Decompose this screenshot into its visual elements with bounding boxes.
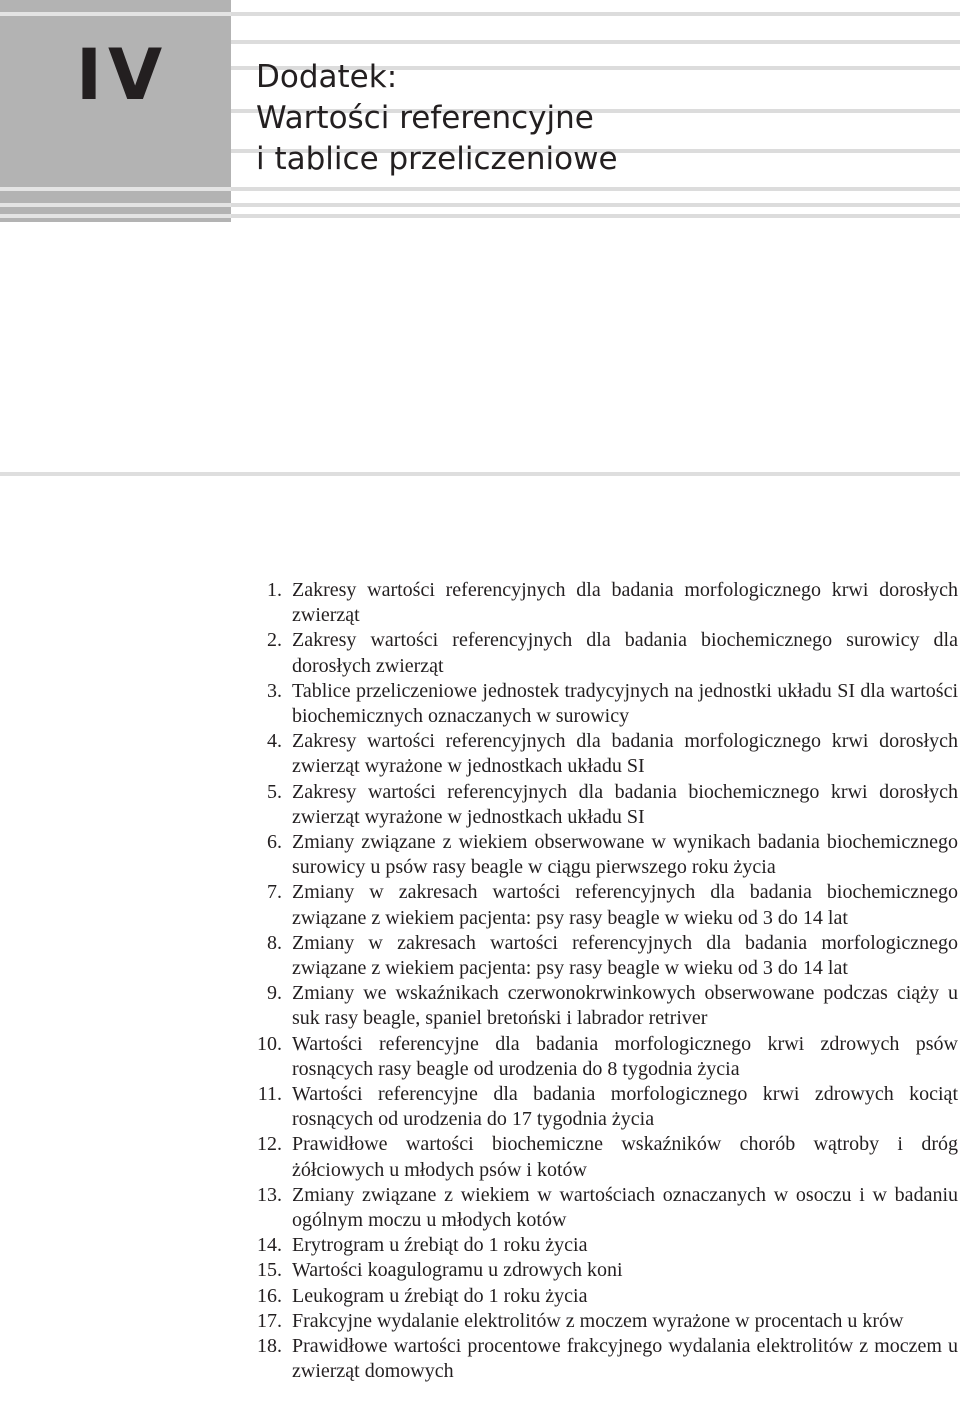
chapter-title: [256, 57, 618, 180]
chapter-title-line: Wartości referencyjne: [256, 100, 594, 136]
toc-item-text: Prawidłowe wartości procentowe frakcyjnego wydalania elektrolitów z moczem u zwierząt domowych: [292, 1335, 958, 1383]
toc-item-text: Zmiany związane z wiekiem obserwowane w wynikach badania biochemicznego surowicy u psów rasy beagle w ciągu pierwszego roku życia: [292, 831, 958, 879]
toc-item-number: 18.: [257, 1335, 282, 1358]
toc-item: [240, 578, 958, 628]
toc-item-number: 1.: [267, 579, 282, 601]
toc-item-number: 17.: [257, 1309, 282, 1332]
chapter-numeral: IV: [76, 34, 169, 116]
toc-item: [240, 931, 958, 981]
toc-item-text: Prawidłowe wartości biochemiczne wskaźników chorób wątroby i dróg żółciowych u młodych psów i kotów: [292, 1133, 958, 1181]
toc-item-text: Zakresy wartości referencyjnych dla badania morfologicznego krwi dorosłych zwierząt: [292, 579, 958, 627]
toc-item-number: 5.: [267, 780, 282, 803]
header-stripe: [231, 40, 960, 44]
toc-item: [240, 830, 958, 880]
toc-item-text: Zakresy wartości referencyjnych dla badania biochemicznego surowicy dla dorosłych zwierząt: [292, 629, 958, 677]
toc-item: [240, 1082, 958, 1132]
toc-item-text: Wartości koagulogramu u zdrowych koni: [292, 1259, 623, 1282]
toc-item-text: Zakresy wartości referencyjnych dla badania morfologicznego krwi dorosłych zwierząt wyrażone w jednostkach układu SI: [292, 730, 958, 778]
toc-item-number: 9.: [267, 982, 282, 1005]
header-stripe: [0, 187, 231, 191]
toc-item-text: Zmiany związane z wiekiem w wartościach oznaczanych w osoczu i w badaniu ogólnym moczu u młodych kotów: [292, 1183, 958, 1232]
chapter-title-line: Dodatek:: [256, 59, 398, 95]
toc-item: [240, 1309, 958, 1334]
toc-item-number: 2.: [267, 629, 282, 652]
toc-item-number: 14.: [257, 1234, 282, 1257]
toc-item-text: Zmiany we wskaźnikach czerwonokrwinkowych obserwowane podczas ciąży u suk rasy beagle, spaniel bretoński i labrador retriver: [292, 982, 958, 1030]
header-stripe: [231, 214, 960, 218]
header-stripe: [0, 12, 231, 16]
toc-item: [240, 780, 958, 830]
toc-item-text: Frakcyjne wydalanie elektrolitów z moczem wyrażone w procentach u krów: [292, 1309, 904, 1332]
toc-item-text: Tablice przeliczeniowe jednostek tradycyjnych na jednostki układu SI dla wartości biochemicznych oznaczanych w surowicy: [292, 679, 958, 728]
toc-item-text: Zmiany w zakresach wartości referencyjnych dla badania biochemicznego związane z wiekiem pacjenta: psy rasy beagle w wieku od 3 do 14 lat: [292, 881, 958, 929]
toc-item: [240, 679, 958, 729]
toc-item-number: 8.: [267, 931, 282, 954]
toc-item-number: 12.: [257, 1133, 282, 1156]
toc-item-number: 11.: [257, 1083, 282, 1106]
chapter-title-line: i tablice przeliczeniowe: [256, 141, 618, 177]
header-stripe: [0, 203, 231, 207]
toc-item-number: 13.: [257, 1183, 282, 1206]
chapter-header: [0, 0, 960, 222]
section-divider: [0, 472, 960, 476]
header-stripe: [0, 214, 231, 218]
toc-item: [240, 981, 958, 1031]
toc-item-number: 16.: [257, 1284, 282, 1307]
toc-item: [240, 1132, 958, 1182]
toc-item: [240, 1233, 958, 1258]
toc-item-number: 6.: [267, 831, 282, 854]
toc-item: [240, 1032, 958, 1082]
header-stripe: [231, 12, 960, 16]
toc-item-text: Erytrogram u źrebiąt do 1 roku życia: [292, 1234, 588, 1257]
header-stripe: [231, 203, 960, 207]
toc-item-number: 15.: [257, 1259, 282, 1282]
toc-item-number: 4.: [267, 730, 282, 753]
toc-item-text: Zakresy wartości referencyjnych dla badania biochemicznego krwi dorosłych zwierząt wyrażone w jednostkach układu SI: [292, 780, 958, 828]
toc-item: [240, 1258, 958, 1283]
header-stripe: [231, 187, 960, 191]
toc-item: [240, 880, 958, 930]
toc-item: [240, 628, 958, 678]
toc-item-text: Leukogram u źrebiąt do 1 roku życia: [292, 1284, 588, 1307]
toc-item: [240, 729, 958, 779]
toc-item: [240, 1284, 958, 1309]
toc-item-text: Zmiany w zakresach wartości referencyjnych dla badania morfologicznego związane z wiekiem pacjenta: psy rasy beagle w wieku od 3 do 14 lat: [292, 931, 958, 980]
table-of-contents: [240, 578, 958, 1385]
toc-item: [240, 1183, 958, 1233]
toc-item-number: 10.: [257, 1032, 282, 1055]
toc-item-text: Wartości referencyjne dla badania morfologicznego krwi zdrowych kociąt rosnących od urodzenia do 17 tygodnia życia: [292, 1083, 958, 1131]
toc-item: [240, 1334, 958, 1384]
toc-item-number: 7.: [267, 881, 282, 904]
toc-item-text: Wartości referencyjne dla badania morfologicznego krwi zdrowych psów rosnących rasy beagle od urodzenia do 8 tygodnia życia: [292, 1032, 958, 1080]
toc-item-number: 3.: [267, 679, 282, 702]
